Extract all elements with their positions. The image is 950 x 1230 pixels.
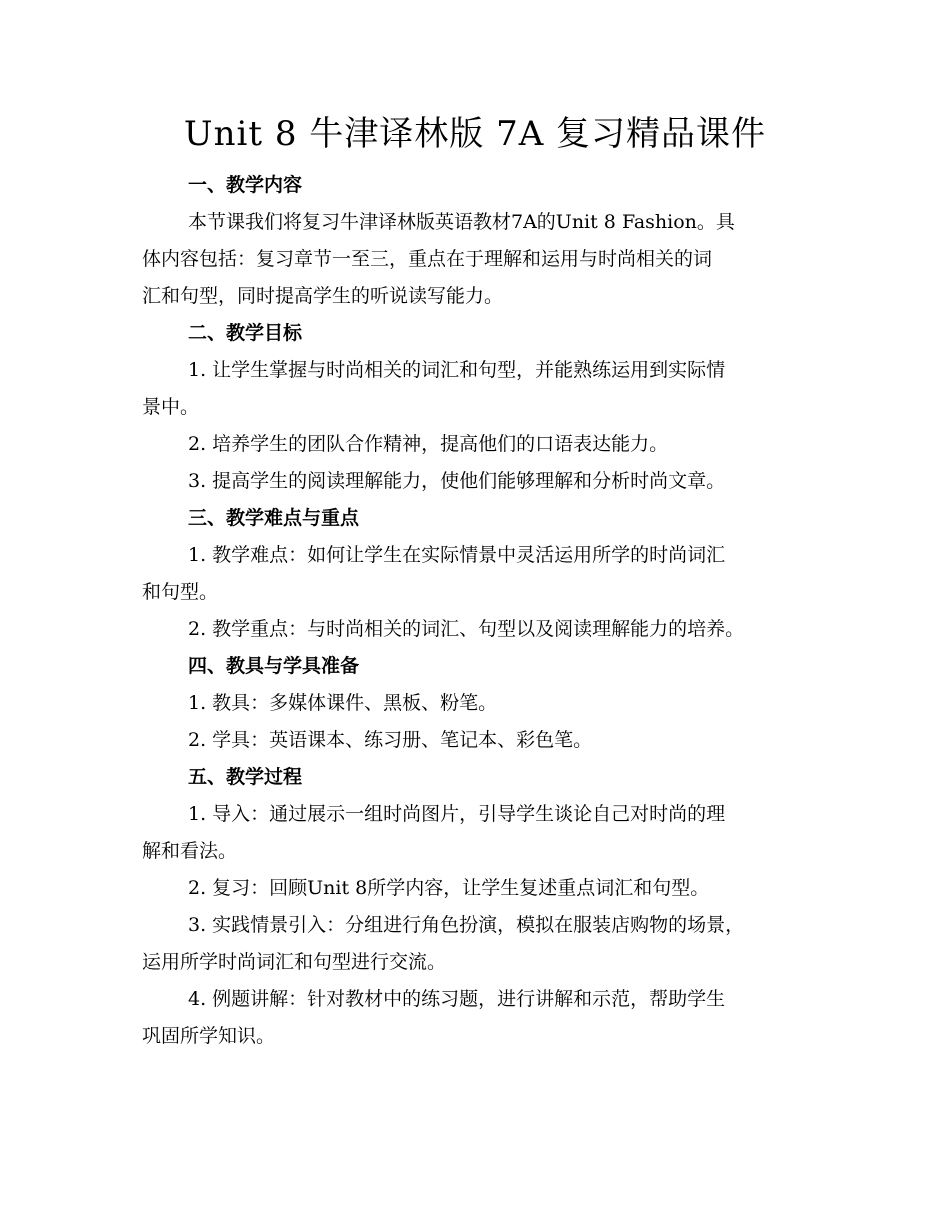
paragraph-line: 1. 导入：通过展示一组时尚图片，引导学生谈论自己对时尚的理	[188, 803, 726, 825]
paragraph-line: 汇和句型，同时提高学生的听说读写能力。	[142, 285, 504, 307]
paragraph-line: 2. 学具：英语课本、练习册、笔记本、彩色笔。	[188, 729, 593, 751]
section-heading: 三、教学难点与重点	[188, 507, 360, 529]
section-heading: 一、教学内容	[188, 174, 303, 196]
paragraph-line: 1. 让学生掌握与时尚相关的词汇和句型，并能熟练运用到实际情	[188, 359, 726, 381]
document-title: Unit 8 牛津译林版 7A 复习精品课件	[183, 114, 767, 154]
paragraph-line: 4. 例题讲解：针对教材中的练习题，进行讲解和示范，帮助学生	[188, 988, 726, 1010]
paragraph-line: 体内容包括：复习章节一至三，重点在于理解和运用与时尚相关的词	[142, 248, 713, 270]
paragraph-line: 3. 实践情景引入：分组进行角色扮演，模拟在服装店购物的场景，	[188, 914, 745, 936]
paragraph-line: 运用所学时尚词汇和句型进行交流。	[142, 951, 447, 973]
section-heading: 二、教学目标	[188, 322, 303, 344]
paragraph-line: 解和看法。	[142, 840, 238, 862]
paragraph-line: 1. 教学难点：如何让学生在实际情景中灵活运用所学的时尚词汇	[188, 544, 726, 566]
section-heading: 四、教具与学具准备	[188, 655, 360, 677]
paragraph-line: 和句型。	[142, 581, 219, 603]
paragraph-line: 巩固所学知识。	[142, 1025, 276, 1047]
paragraph-line: 景中。	[142, 396, 200, 418]
paragraph-line: 1. 教具：多媒体课件、黑板、粉笔。	[188, 692, 498, 714]
paragraph-line: 2. 培养学生的团队合作精神，提高他们的口语表达能力。	[188, 433, 669, 455]
paragraph-line: 2. 教学重点：与时尚相关的词汇、句型以及阅读理解能力的培养。	[188, 618, 745, 640]
paragraph-line: 2. 复习：回顾Unit 8所学内容，让学生复述重点词汇和句型。	[188, 877, 710, 899]
paragraph-line: 本节课我们将复习牛津译林版英语教材7A的Unit 8 Fashion。具	[188, 211, 735, 233]
paragraph-line: 3. 提高学生的阅读理解能力，使他们能够理解和分析时尚文章。	[188, 470, 726, 492]
section-heading: 五、教学过程	[188, 766, 303, 788]
